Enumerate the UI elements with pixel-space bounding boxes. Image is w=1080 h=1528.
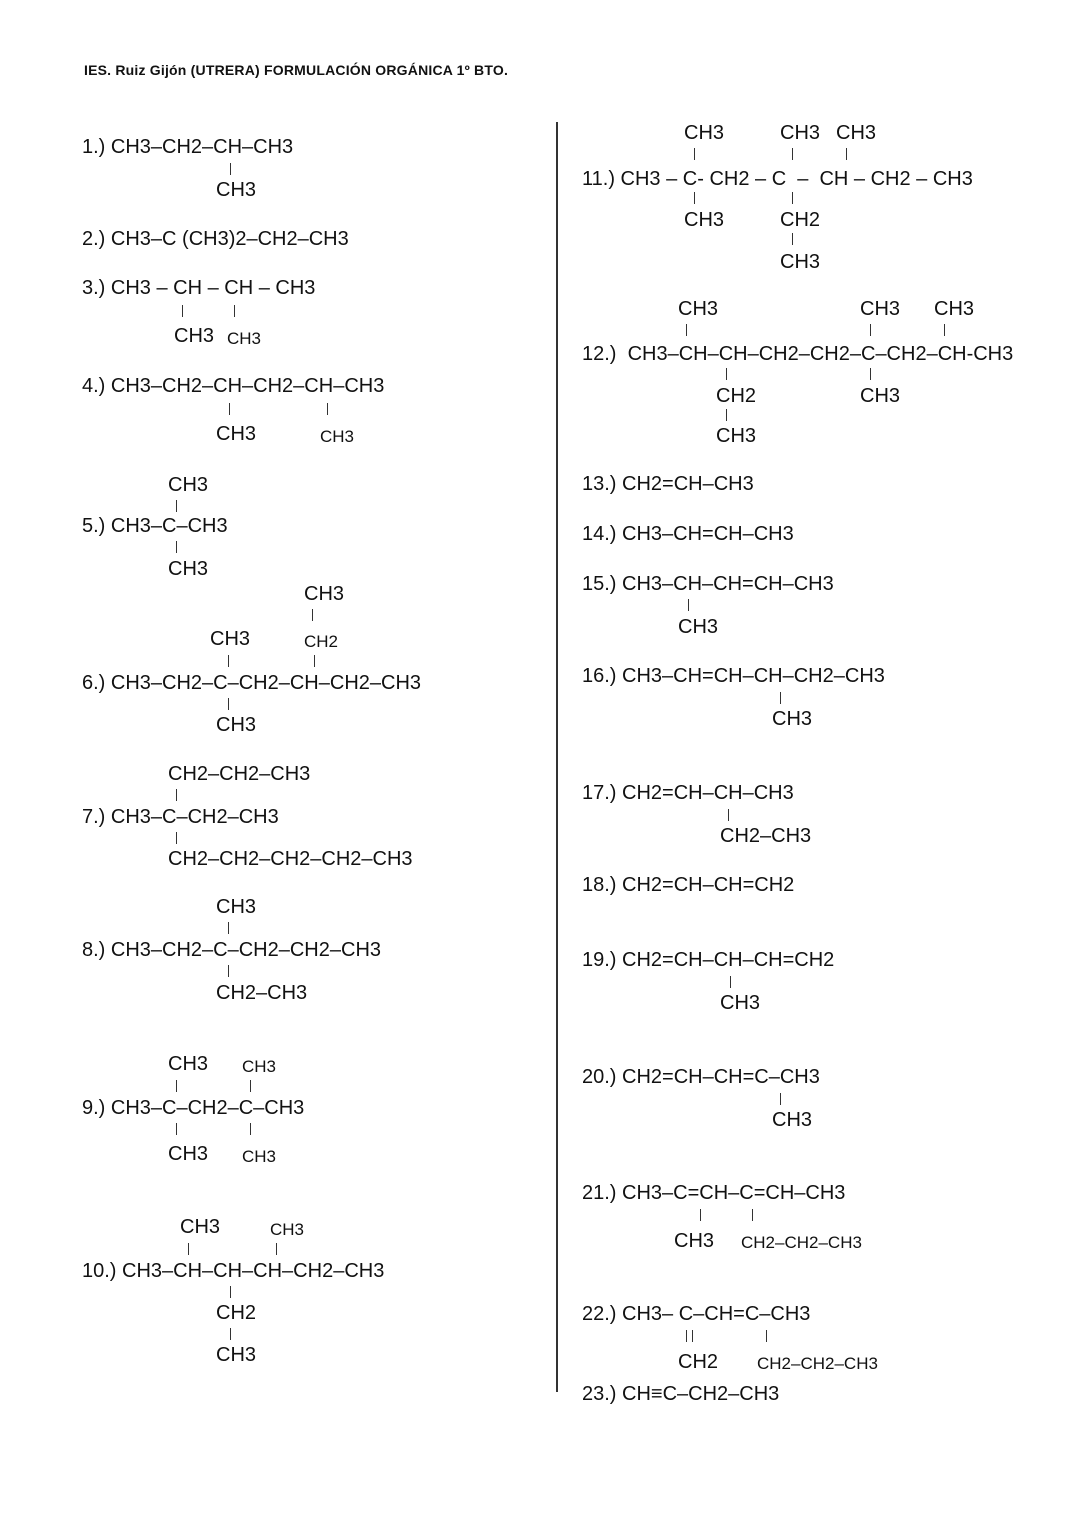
formula-4-substituent-1: CH3 — [216, 423, 257, 445]
bond-line — [780, 1093, 781, 1105]
formula-10-substituent-2: CH3 — [216, 1344, 257, 1366]
formula-10-top-1: CH3 — [180, 1216, 221, 1238]
formula-11-bottom-3: CH3 — [780, 251, 821, 273]
formula-12-main: 12.) CH3–CH–CH–CH2–CH2–C–CH2–CH-CH3 — [582, 343, 1014, 365]
bond-line — [230, 163, 231, 175]
formula-1-main: 1.) CH3–CH2–CH–CH3 — [82, 136, 294, 158]
formula-9-bottom-1: CH3 — [168, 1143, 209, 1165]
formula-17-main: 17.) CH2=CH–CH–CH3 — [582, 782, 794, 804]
formula-11-top-3: CH3 — [836, 122, 877, 144]
bond-line — [780, 692, 781, 704]
formula-1-substituent: CH3 — [216, 179, 257, 201]
bond-line — [250, 1123, 251, 1135]
formula-19-main: 19.) CH2=CH–CH–CH=CH2 — [582, 949, 835, 971]
formula-6-mid-2: CH2 — [304, 632, 339, 651]
formula-8-main: 8.) CH3–CH2–C–CH2–CH2–CH3 — [82, 939, 382, 961]
formula-12-top-1: CH3 — [678, 298, 719, 320]
bond-line — [250, 1080, 251, 1092]
formula-6-main: 6.) CH3–CH2–C–CH2–CH–CH2–CH3 — [82, 672, 422, 694]
bond-line — [228, 965, 229, 977]
bond-line — [694, 192, 695, 204]
formula-6-top-2: CH3 — [304, 583, 345, 605]
formula-7-main: 7.) CH3–C–CH2–CH3 — [82, 806, 279, 828]
bond-line — [276, 1243, 277, 1255]
bond-line — [870, 324, 871, 336]
formula-13-main: 13.) CH2=CH–CH3 — [582, 473, 754, 495]
bond-line — [228, 698, 229, 710]
bond-line — [846, 148, 847, 160]
formula-12-substituent-3: CH3 — [860, 385, 901, 407]
formula-3-main: 3.) CH3 – CH – CH – CH3 — [82, 277, 316, 299]
bond-line — [327, 403, 328, 415]
formula-21-main: 21.) CH3–C=CH–C=CH–CH3 — [582, 1182, 846, 1204]
formula-10-top-2: CH3 — [270, 1220, 305, 1239]
formula-12-substituent-2: CH3 — [716, 425, 757, 447]
bond-line — [730, 976, 731, 988]
bond-line — [694, 148, 695, 160]
formula-23-main: 23.) CH≡C–CH2–CH3 — [582, 1383, 780, 1405]
bond-line — [688, 599, 689, 611]
formula-20-substituent: CH3 — [772, 1109, 813, 1131]
bond-line — [176, 1123, 177, 1135]
formula-3-substituent-1: CH3 — [174, 325, 215, 347]
double-bond-line — [686, 1330, 693, 1342]
bond-line — [728, 809, 729, 821]
formula-11-main: 11.) CH3 – C- CH2 – C – CH – CH2 – CH3 — [582, 168, 973, 190]
formula-11-bottom-2: CH2 — [780, 209, 821, 231]
bond-line — [766, 1330, 767, 1342]
formula-22-substituent-2: CH2–CH2–CH3 — [757, 1354, 878, 1373]
formula-16-substituent: CH3 — [772, 708, 813, 730]
bond-line — [234, 305, 235, 317]
bond-line — [230, 1328, 231, 1340]
formula-9-top-1: CH3 — [168, 1053, 209, 1075]
bond-line — [726, 368, 727, 380]
formula-9-main: 9.) CH3–C–CH2–C–CH3 — [82, 1097, 305, 1119]
formula-10-main: 10.) CH3–CH–CH–CH–CH2–CH3 — [82, 1260, 385, 1282]
bond-line — [228, 922, 229, 934]
formula-17-substituent: CH2–CH3 — [720, 825, 812, 847]
formula-2-main: 2.) CH3–C (CH3)2–CH2–CH3 — [82, 228, 349, 250]
bond-line — [870, 368, 871, 380]
bond-line — [176, 541, 177, 553]
formula-20-main: 20.) CH2=CH–CH=C–CH3 — [582, 1066, 820, 1088]
formula-18-main: 18.) CH2=CH–CH=CH2 — [582, 874, 795, 896]
bond-line — [792, 192, 793, 204]
formula-9-top-2: CH3 — [242, 1057, 277, 1076]
formula-7-bottom: CH2–CH2–CH2–CH2–CH3 — [168, 848, 413, 870]
formula-16-main: 16.) CH3–CH=CH–CH–CH2–CH3 — [582, 665, 885, 687]
bond-line — [176, 832, 177, 844]
formula-12-top-3: CH3 — [934, 298, 975, 320]
bond-line — [188, 1243, 189, 1255]
bond-line — [792, 148, 793, 160]
formula-22-substituent-1: CH2 — [678, 1351, 719, 1373]
column-divider — [556, 122, 558, 1392]
formula-5-main: 5.) CH3–C–CH3 — [82, 515, 228, 537]
formula-12-top-2: CH3 — [860, 298, 901, 320]
formula-19-substituent: CH3 — [720, 992, 761, 1014]
page-header: IES. Ruiz Gijón (UTRERA) FORMULACIÓN ORGÁNICA 1º BTO. — [84, 62, 509, 78]
formula-4-main: 4.) CH3–CH2–CH–CH2–CH–CH3 — [82, 375, 385, 397]
formula-3-substituent-2: CH3 — [227, 329, 262, 348]
formula-7-top: CH2–CH2–CH3 — [168, 763, 311, 785]
bond-line — [700, 1209, 701, 1221]
formula-12-substituent-1: CH2 — [716, 385, 757, 407]
formula-8-top: CH3 — [216, 896, 257, 918]
bond-line — [792, 233, 793, 245]
bond-line — [944, 324, 945, 336]
bond-line — [312, 609, 313, 621]
formula-11-top-2: CH3 — [780, 122, 821, 144]
bond-line — [314, 655, 315, 667]
formula-4-substituent-2: CH3 — [320, 427, 355, 446]
bond-line — [229, 403, 230, 415]
formula-9-bottom-2: CH3 — [242, 1147, 277, 1166]
formula-8-bottom: CH2–CH3 — [216, 982, 308, 1004]
formula-21-substituent-1: CH3 — [674, 1230, 715, 1252]
formula-15-substituent: CH3 — [678, 616, 719, 638]
formula-22-main: 22.) CH3– C–CH=C–CH3 — [582, 1303, 811, 1325]
formula-11-top-1: CH3 — [684, 122, 725, 144]
formula-6-top-1: CH3 — [210, 628, 251, 650]
formula-5-bottom: CH3 — [168, 558, 209, 580]
formula-11-bottom-1: CH3 — [684, 209, 725, 231]
formula-15-main: 15.) CH3–CH–CH=CH–CH3 — [582, 573, 834, 595]
bond-line — [752, 1209, 753, 1221]
bond-line — [230, 1286, 231, 1298]
bond-line — [228, 655, 229, 667]
formula-14-main: 14.) CH3–CH=CH–CH3 — [582, 523, 794, 545]
formula-21-substituent-2: CH2–CH2–CH3 — [741, 1233, 862, 1252]
bond-line — [686, 324, 687, 336]
bond-line — [176, 1080, 177, 1092]
bond-line — [176, 500, 177, 512]
bond-line — [176, 789, 177, 801]
bond-line — [726, 409, 727, 421]
bond-line — [182, 305, 183, 317]
formula-5-top: CH3 — [168, 474, 209, 496]
formula-10-substituent-1: CH2 — [216, 1302, 257, 1324]
formula-6-bottom: CH3 — [216, 714, 257, 736]
